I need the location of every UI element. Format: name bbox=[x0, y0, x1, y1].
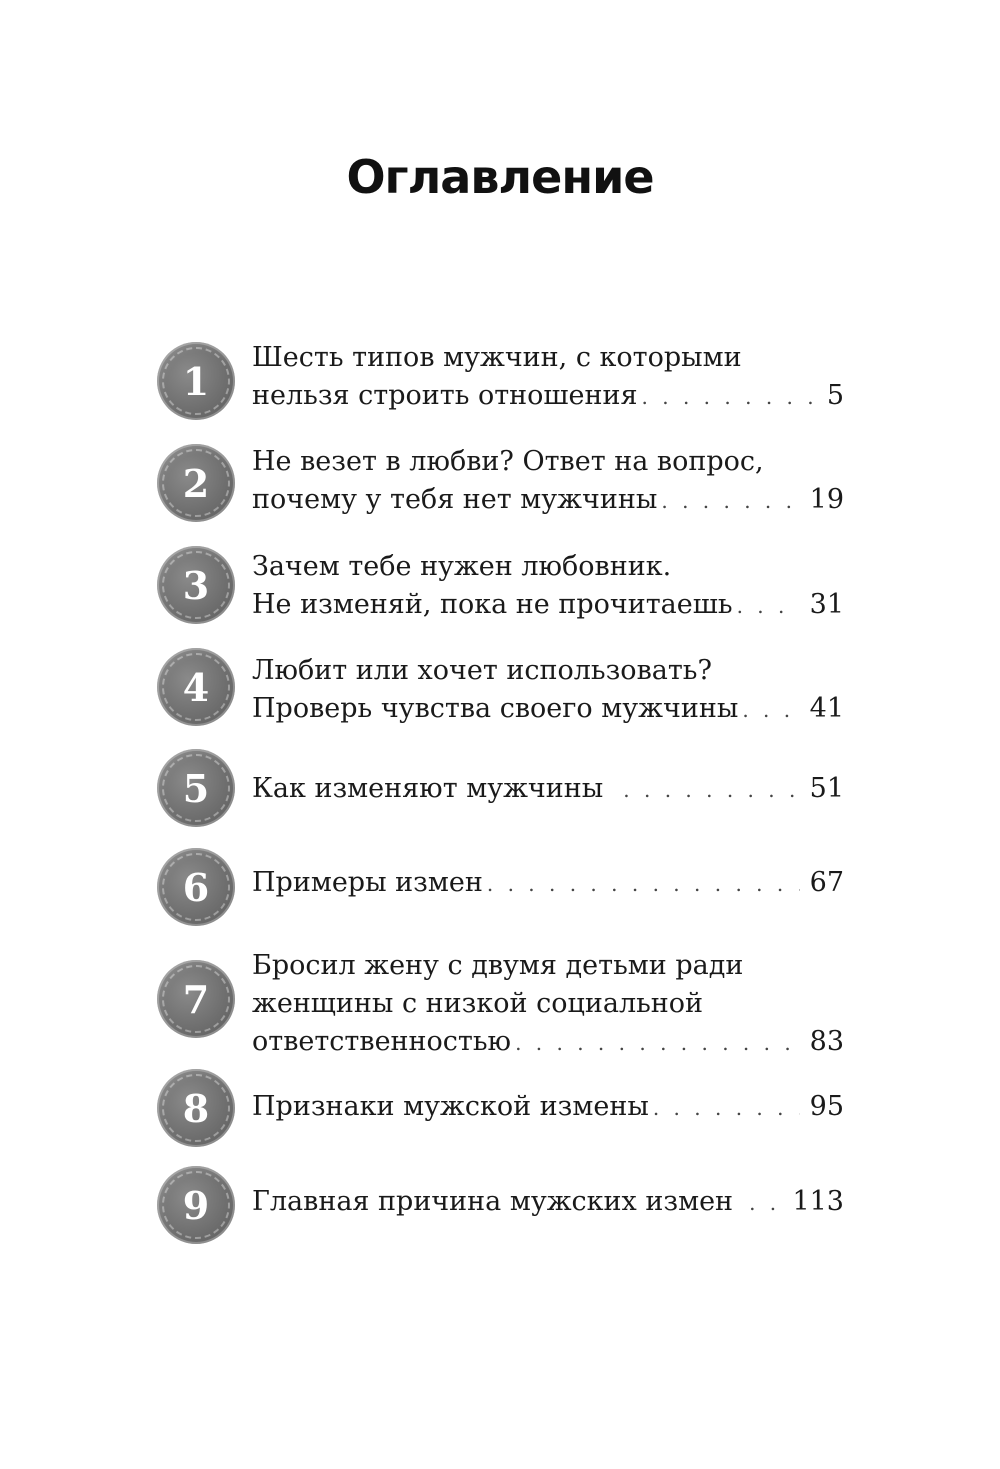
page-number: 95 bbox=[809, 1091, 844, 1122]
page-number: 51 bbox=[809, 773, 844, 804]
chapter-number-badge bbox=[157, 546, 235, 624]
chapter-number-badge bbox=[157, 648, 235, 726]
chapter-title-line: Шесть типов мужчин, с которыми bbox=[252, 342, 742, 373]
chapter-number: 9 bbox=[182, 1182, 210, 1228]
page-number: 41 bbox=[809, 693, 844, 724]
chapter-title-line: нельзя строить отношения bbox=[252, 380, 638, 411]
chapter-number-badge bbox=[157, 749, 235, 827]
page-title: Оглавление bbox=[346, 150, 654, 204]
dot-leader bbox=[749, 1184, 782, 1222]
dot-leader bbox=[742, 691, 799, 729]
chapter-number-badge bbox=[157, 1166, 235, 1244]
page-number: 31 bbox=[809, 589, 844, 620]
dot-leader bbox=[487, 865, 800, 903]
chapter-title-line: Главная причина мужских измен bbox=[252, 1186, 734, 1217]
chapter-number: 2 bbox=[182, 460, 210, 506]
chapter-number-badge bbox=[157, 444, 235, 522]
chapter-title-line: Признаки мужской измены bbox=[252, 1091, 649, 1122]
dot-leader bbox=[653, 1089, 800, 1127]
chapter-number: 6 bbox=[182, 864, 210, 910]
chapter-number: 5 bbox=[182, 765, 210, 811]
chapter-number: 3 bbox=[182, 562, 210, 608]
chapter-number: 4 bbox=[182, 664, 210, 710]
chapter-title-line: Любит или хочет использовать? bbox=[252, 655, 712, 686]
chapter-number-badge bbox=[157, 960, 235, 1038]
page-number: 19 bbox=[809, 484, 844, 515]
dot-leader bbox=[515, 1024, 800, 1062]
chapter-number: 1 bbox=[182, 358, 210, 404]
chapter-title-line: Бросил жену с двумя детьми ради bbox=[252, 950, 744, 981]
page-number: 113 bbox=[792, 1186, 844, 1217]
chapter-title-line: женщины с низкой социальной bbox=[252, 988, 704, 1019]
dot-leader bbox=[623, 771, 799, 809]
dot-leader bbox=[737, 587, 800, 625]
dot-leader bbox=[642, 378, 817, 416]
chapter-title-line: ответственностью bbox=[252, 1026, 512, 1057]
chapter-number: 7 bbox=[182, 976, 210, 1022]
page-number: 5 bbox=[826, 380, 844, 411]
chapter-title-line: Как изменяют мужчины bbox=[252, 773, 604, 804]
chapter-title-line: Не везет в любви? Ответ на вопрос, bbox=[252, 446, 764, 477]
chapter-title-line: почему у тебя нет мужчины bbox=[252, 484, 658, 515]
chapter-number-badge bbox=[157, 1069, 235, 1147]
page-number: 67 bbox=[809, 867, 844, 898]
chapter-title-line: Зачем тебе нужен любовник. bbox=[252, 551, 672, 582]
chapter-title-line: Проверь чувства своего мужчины bbox=[252, 693, 739, 724]
page-number: 83 bbox=[809, 1026, 844, 1057]
chapter-number-badge bbox=[157, 848, 235, 926]
chapter-title-line: Не изменяй, пока не прочитаешь bbox=[252, 589, 733, 620]
dot-leader bbox=[661, 482, 799, 520]
chapter-number-badge bbox=[157, 342, 235, 420]
chapter-title-line: Примеры измен bbox=[252, 867, 483, 898]
chapter-number: 8 bbox=[182, 1085, 210, 1131]
